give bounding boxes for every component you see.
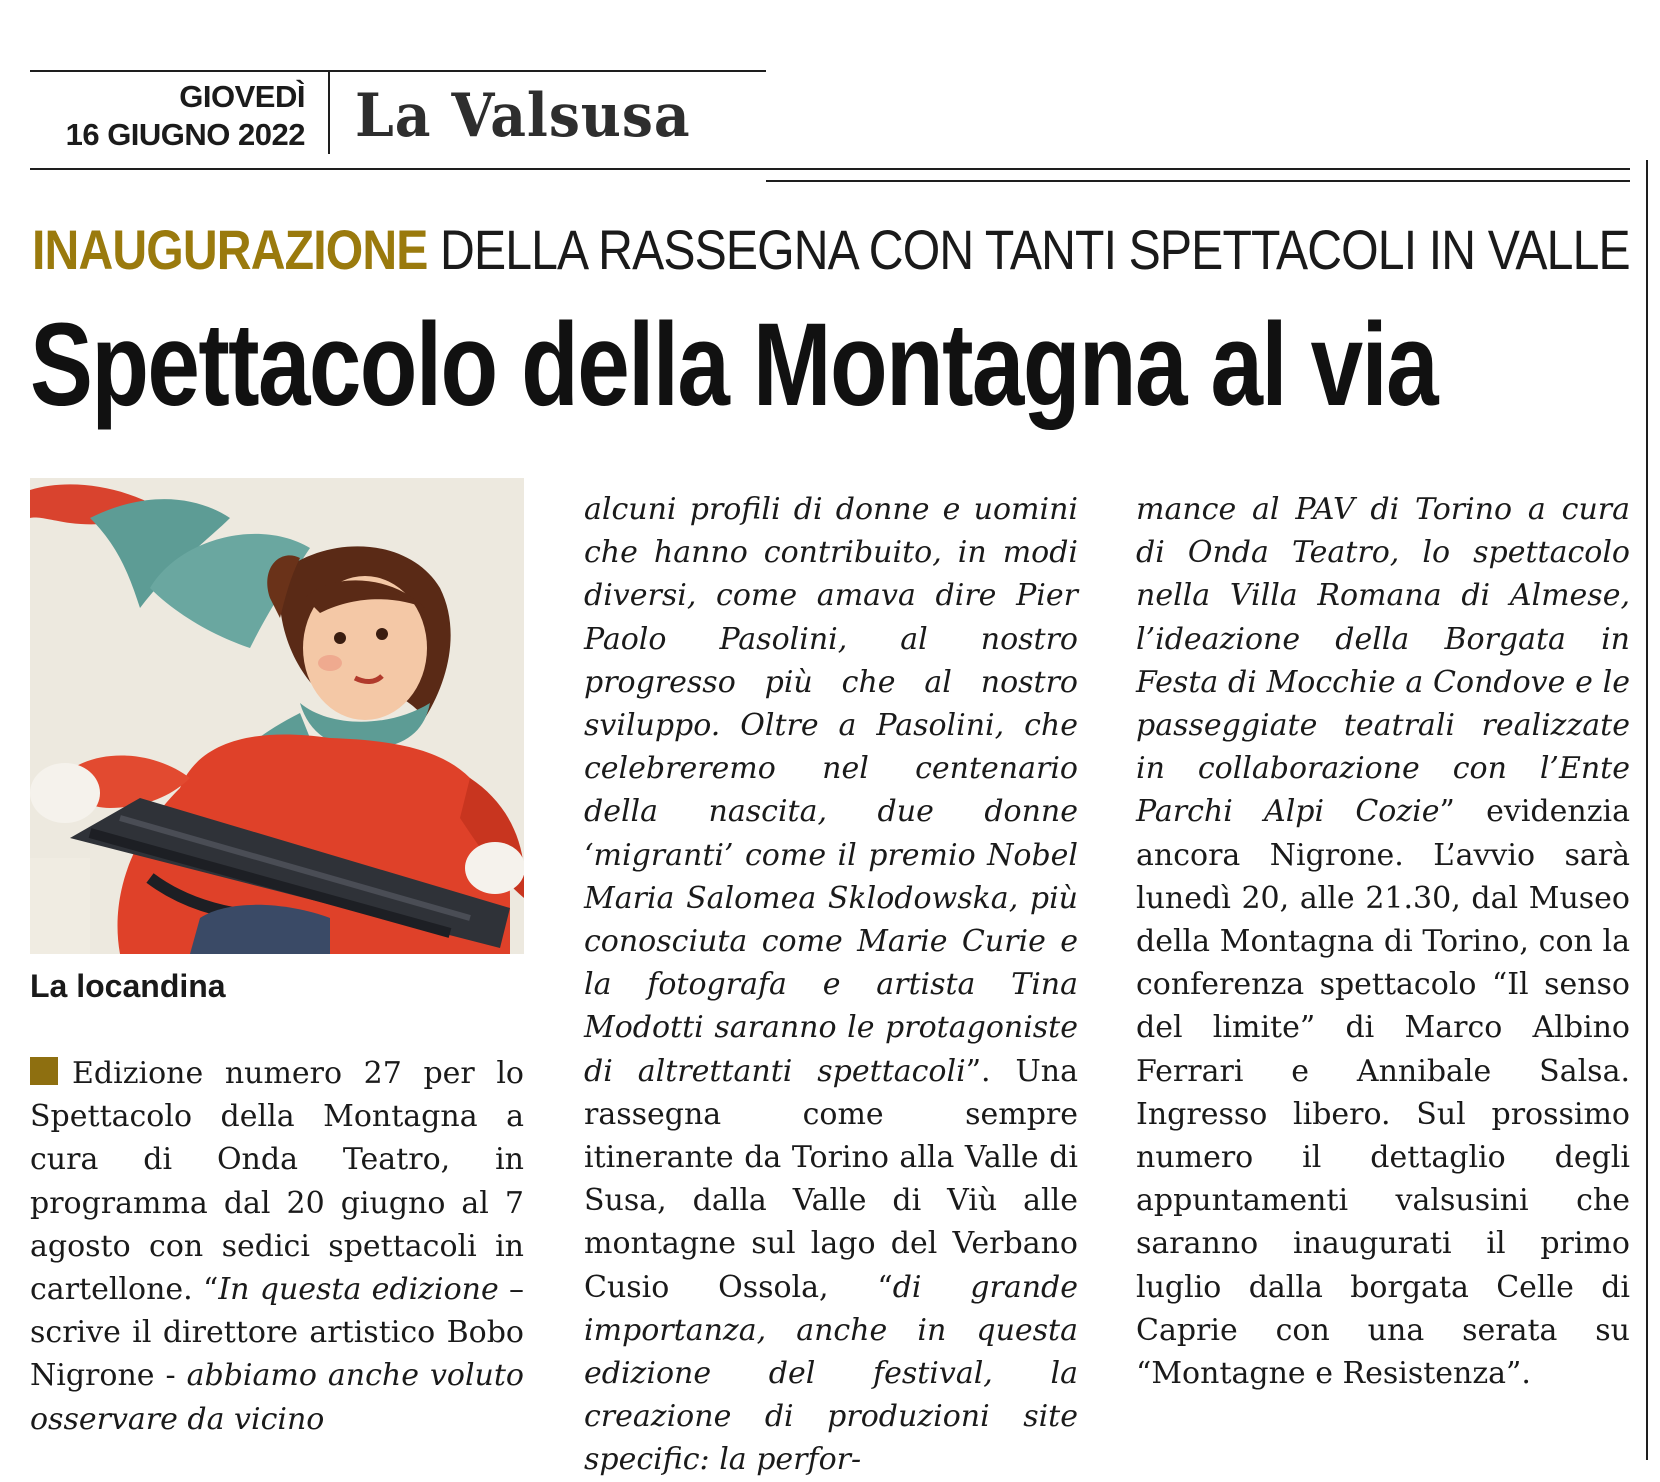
paragraph [584,488,1078,1482]
article-column-3 [1136,488,1630,1395]
kicker-text: DELLA RASSEGNA CON TANTI SPETTACOLI IN VALLE [440,218,1630,281]
issue-weekday: GIOVEDÌ [179,79,305,114]
col2-quote-1: alcuni profili di donne e uomini che hanno contribuito, in modi diversi, come amava dire Pier Paolo Pasolini, al nostro progresso più che al nostro sviluppo. Oltre a Pasolini, che celebreremo nel centenario della nascita, due donne ‘migranti’ come il premio Nobel Maria Salomea Sklodowska, più conosciuta come Marie Curie e la fotografa e artista Tina Modotti saranno le protagoniste di altrettanti spettacoli [584,492,1078,1089]
issue-full-date: 16 GIUGNO 2022 [65,117,305,152]
article-column-2 [584,488,1078,1482]
header-divider [328,72,330,154]
headline: Spettacolo della Montagna al via [30,299,1438,431]
paragraph [30,1052,524,1441]
issue-date [30,78,305,154]
header-top-rule [30,70,766,72]
col1-text-2: – scrive il direttore artistico Bobo Nigrone - [30,1272,525,1394]
header-bottom-rule [30,168,1630,170]
page-edge-rule [1646,160,1648,1460]
col2-quote-2: di grande importanza, anche in questa edizione del festival, la creazione di produzioni site specific: la perfor- [584,1269,1078,1478]
kicker-accent: INAUGURAZIONE [32,218,428,281]
header-bottom-rule-right [766,180,1630,182]
col1-text-1: Edizione numero 27 per lo Spettacolo della Montagna a cura di Onda Teatro, in programma dal 20 giugno al 7 agosto con sedici spettacoli in cartellone. “ [30,1056,524,1308]
photo-caption: La locandina [30,968,226,1004]
col1-quote-2: abbiamo anche voluto osservare da vicino [30,1358,524,1437]
col2-text-1: ”. Una rassegna come sempre itinerante da Torino alla Valle di Susa, dalla Valle di Viù alle montagne sul lago del Verbano Cusio Ossola, “ [584,1053,1078,1305]
kicker [32,218,1630,282]
col1-quote-1: In questa edizione [218,1272,499,1308]
col3-text-1: ” evidenzia ancora Nigrone. L’avvio sarà lunedì 20, alle 21.30, dal Museo della Montagna di Torino, con la conferenza spettacolo “Il senso del limite” di Marco Albino Ferrari e Annibale Salsa. Ingresso libero. Sul prossimo numero il dettaglio degli appuntamenti valsusini che saranno inaugurati il primo luglio dalla borgata Celle di Caprie con una serata su “Montagne e Resistenza”. [1136,794,1630,1392]
poster-illustration [30,478,524,954]
article-column-1 [30,1052,524,1441]
col3-quote-1: mance al PAV di Torino a cura di Onda Teatro, lo spettacolo nella Villa Romana di Almese, l’ideazione della Borgata in Festa di Mocchie a Condove e le passeggiate teatrali realizzate in collaborazione con l’Ente Parchi Alpi Cozie [1136,492,1630,830]
lead-square-icon [30,1057,58,1085]
paragraph [1136,488,1630,1395]
newspaper-masthead: La Valsusa [355,81,691,151]
